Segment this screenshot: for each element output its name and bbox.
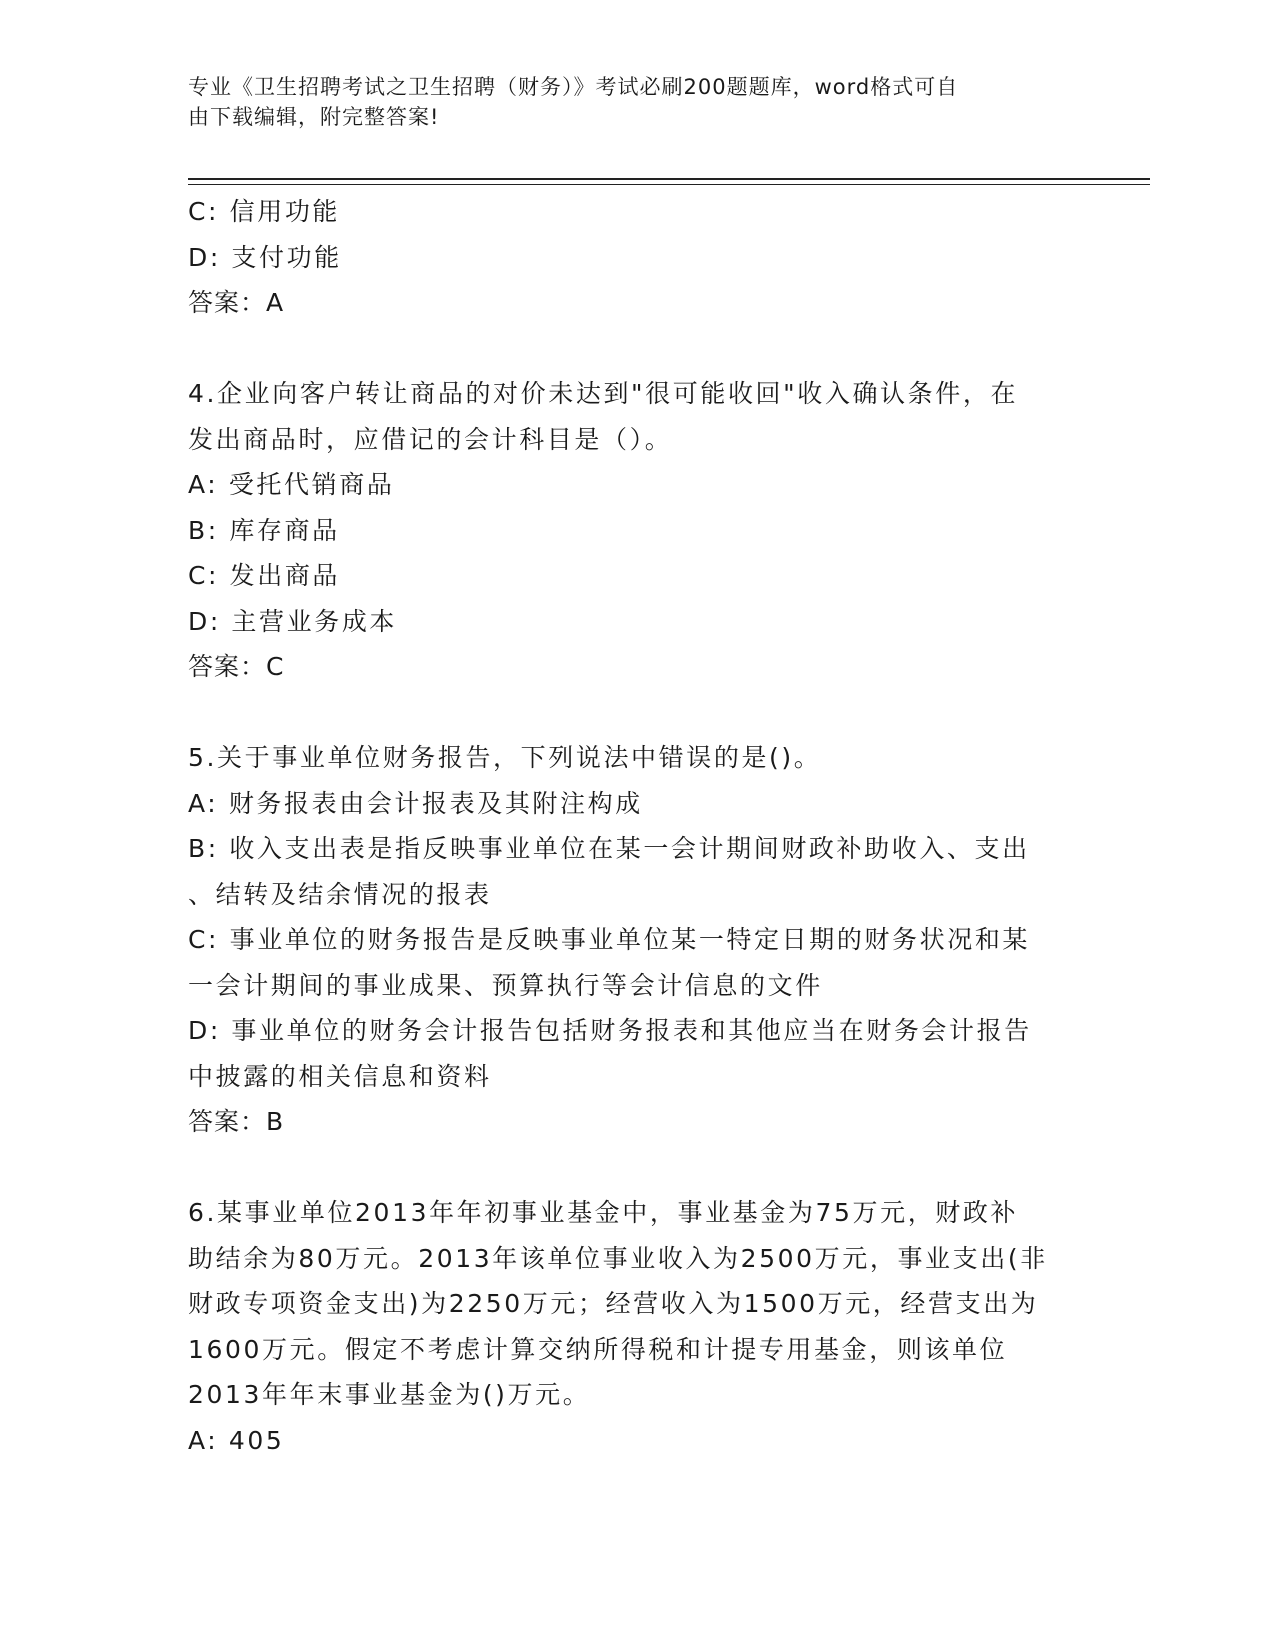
spacer (188, 326, 1088, 372)
q6-stem-line-5: 2013年年末事业基金为()万元。 (188, 1380, 591, 1409)
q4-stem-line-1: 4.企业向客户转让商品的对价未达到"很可能收回"收入确认条件，在 (188, 379, 1019, 408)
q4-option-d: D: 主营业务成本 (188, 606, 398, 636)
q4-stem-line-2: 发出商品时，应借记的会计科目是（）。 (188, 424, 673, 454)
q4-option-b: B: 库存商品 (188, 515, 340, 545)
header-rule-thin (188, 184, 1150, 185)
q5-option-c-line-2: 一会计期间的事业成果、预算执行等会计信息的文件 (188, 970, 823, 1000)
q5-option-c-line-1: C: 事业单位的财务报告是反映事业单位某一特定日期的财务状况和某 (188, 925, 1031, 954)
q3-option-d: D: 支付功能 (188, 242, 342, 272)
q3-option-c: C: 信用功能 (188, 197, 341, 226)
q4-option-c: C: 发出商品 (188, 561, 341, 590)
q6-stem-line-4: 1600万元。假定不考虑计算交纳所得税和计提专用基金，则该单位 (188, 1334, 1008, 1364)
q5-option-a: A: 财务报表由会计报表及其附注构成 (188, 788, 643, 818)
q3-answer: 答案：A (188, 288, 285, 317)
spacer (188, 690, 1088, 736)
q5-stem-line-1: 5.关于事业单位财务报告，下列说法中错误的是()。 (188, 743, 822, 772)
q5-option-d-line-2: 中披露的相关信息和资料 (188, 1061, 492, 1091)
header-rule-thick (188, 178, 1150, 180)
page-header (188, 72, 1068, 132)
q4-option-a: A: 受托代销商品 (188, 470, 395, 499)
question-content (188, 189, 1088, 1463)
header-line-2: 由下载编辑，附完整答案! (188, 105, 440, 129)
q6-stem-line-1: 6.某事业单位2013年年初事业基金中，事业基金为75万元，财政补 (188, 1198, 1019, 1227)
q5-option-b-line-2: 、结转及结余情况的报表 (188, 879, 492, 909)
q6-option-a: A: 405 (188, 1425, 285, 1455)
q4-answer: 答案：C (188, 652, 285, 681)
q5-answer: 答案：B (188, 1107, 285, 1136)
header-line-1: 专业《卫生招聘考试之卫生招聘（财务）》考试必刷200题题库，word格式可自 (188, 75, 959, 99)
q5-option-b-line-1: B: 收入支出表是指反映事业单位在某一会计期间财政补助收入、支出 (188, 834, 1030, 863)
q6-stem-line-2: 助结余为80万元。2013年该单位事业收入为2500万元，事业支出(非 (188, 1243, 1048, 1273)
spacer (188, 1145, 1088, 1191)
q5-option-d-line-1: D: 事业单位的财务会计报告包括财务报表和其他应当在财务会计报告 (188, 1016, 1032, 1045)
q6-stem-line-3: 财政专项资金支出)为2250万元；经营收入为1500万元，经营支出为 (188, 1289, 1039, 1318)
